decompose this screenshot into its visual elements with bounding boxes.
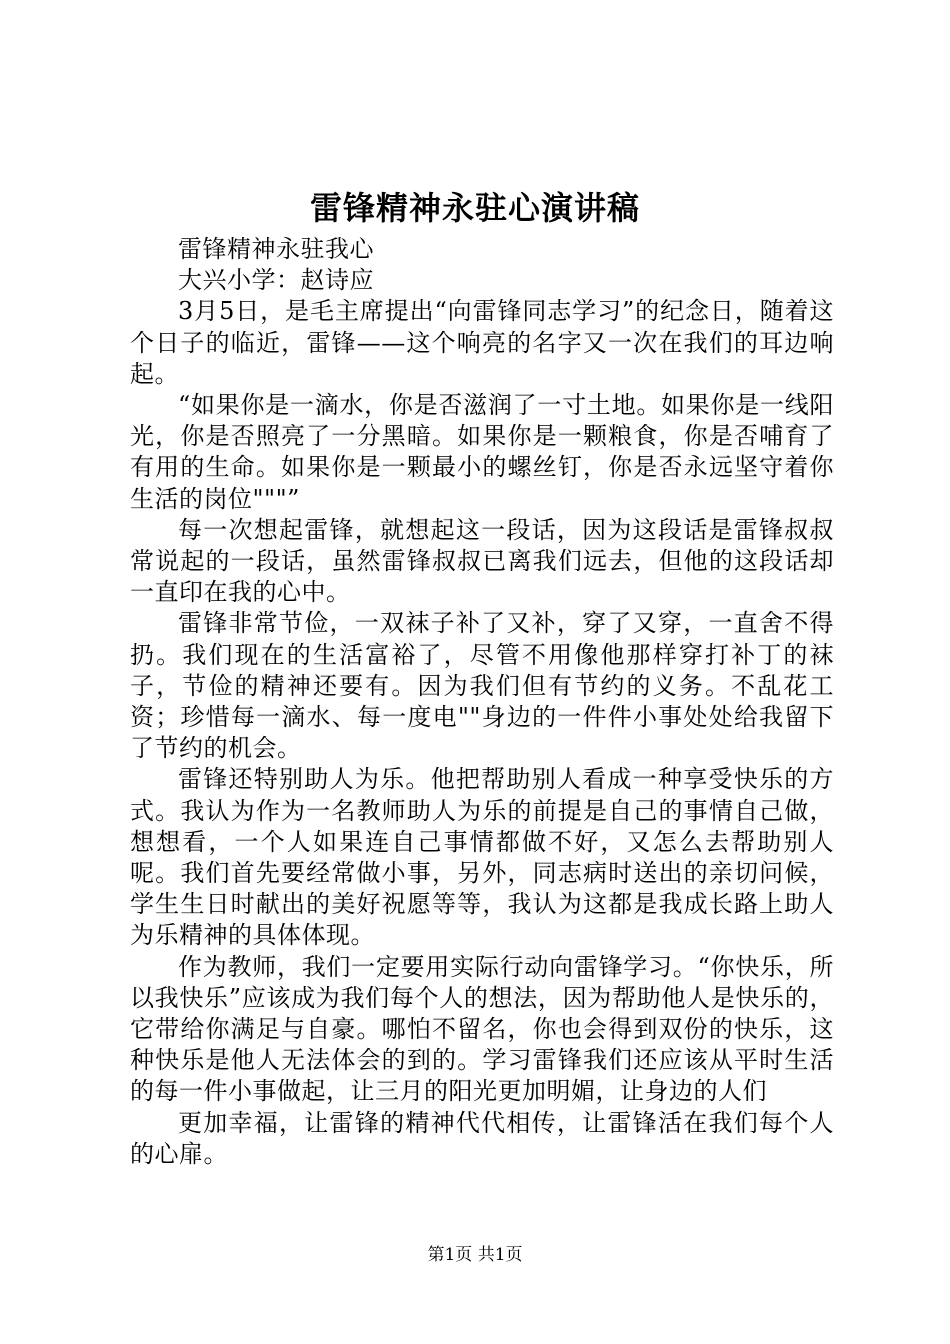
author-line: 大兴小学：赵诗应 [178, 266, 374, 295]
page-number: 第1页 共1页 [427, 1245, 523, 1265]
paragraph-intro: 3月5日，是毛主席提出“向雷锋同志学习”的纪念日，随着这个日子的临近，雷锋——这个响亮的名字又一次在我们的耳边响起。 [130, 297, 834, 388]
paragraph-helping: 雷锋还特别助人为乐。他把帮助别人看成一种享受快乐的方式。我认为作为一名教师助人为乐的前提是自己的事情自己做，想想看，一个人如果连自己事情都做不好，又怎么去帮助别人呢。我们首先要经常做小事，另外，同志病时送出的亲切问候，学生生日时献出的美好祝愿等等，我认为这都是我成长路上助人为乐精神的具体体现。 [130, 765, 834, 950]
paragraph-quote: “如果你是一滴水，你是否滋润了一寸土地。如果你是一线阳光，你是否照亮了一分黑暗。如果你是一颗粮食，你是否哺育了有用的生命。如果你是一颗最小的螺丝钉，你是否永远坚守着你生活的岗位"""” [130, 391, 834, 513]
paragraph-closing: 更加幸福，让雷锋的精神代代相传，让雷锋活在我们每个人的心扉。 [130, 1108, 834, 1168]
page-title: 雷锋精神永驻心演讲稿 [309, 189, 640, 227]
paragraph-thrift: 雷锋非常节俭，一双袜子补了又补，穿了又穿，一直舍不得扔。我们现在的生活富裕了，尽管不用像他那样穿打补丁的袜子，节俭的精神还要有。因为我们但有节约的义务。不乱花工资；珍惜每一滴水、每一度电""身边的一件件小事处处给我留下了节约的机会。 [130, 609, 834, 763]
document-body [130, 234, 834, 1170]
subtitle-line: 雷锋精神永驻我心 [178, 235, 374, 263]
paragraph-teachers: 作为教师，我们一定要用实际行动向雷锋学习。“你快乐，所以我快乐”应该成为我们每个人的想法，因为帮助他人是快乐的，它带给你满足与自豪。哪怕不留名，你也会得到双份的快乐，这种快乐是他人无法体会的到的。学习雷锋我们还应该从平时生活的每一件小事做起，让三月的阳光更加明媚，让身边的人们 [130, 952, 834, 1106]
paragraph-recall: 每一次想起雷锋，就想起这一段话，因为这段话是雷锋叔叔常说起的一段话，虽然雷锋叔叔已离我们远去，但他的这段话却一直印在我的心中。 [130, 515, 834, 607]
